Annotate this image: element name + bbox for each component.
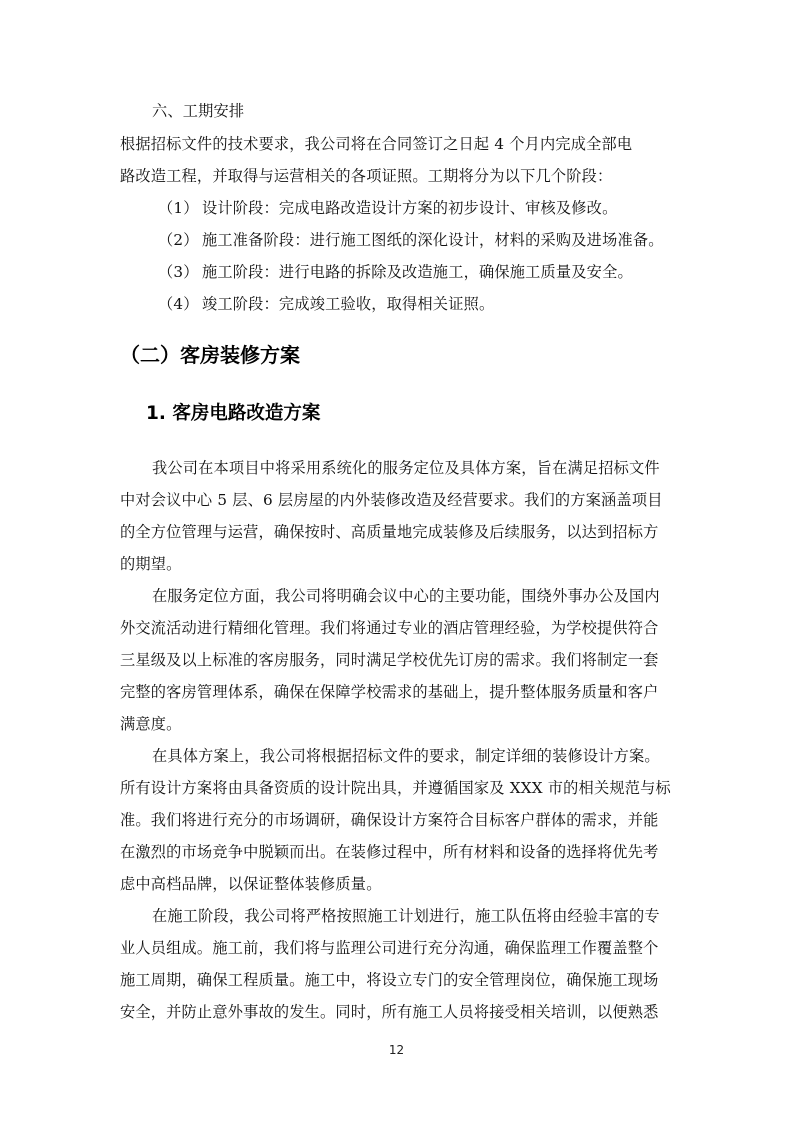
paragraph-2-line-5: 满意度。 [120,715,182,733]
phase-4-text: 竣工阶段：完成竣工验收，取得相关证照。 [202,295,495,313]
paragraph-3-line-3: 准。我们将进行充分的市场调研，确保设计方案符合目标客户群体的需求，并能 [120,811,659,829]
phase-1-number: （1） [158,199,199,217]
paragraph-1-line-1: 我公司在本项目中将采用系统化的服务定位及具体方案，旨在满足招标文件 [152,459,660,477]
phase-2-number: （2） [158,231,199,249]
section-six-intro-line-1: 根据招标文件的技术要求，我公司将在合同签订之日起 4 个月内完成全部电 [120,135,633,153]
paragraph-2-line-1: 在服务定位方面，我公司将明确会议中心的主要功能，围绕外事办公及国内 [152,587,660,605]
phase-1-text: 设计阶段：完成电路改造设计方案的初步设计、审核及修改。 [202,199,618,217]
subsection-heading-room-circuit: 1. 客房电路改造方案 [146,403,321,424]
paragraph-1-line-4: 的期望。 [120,555,182,573]
paragraph-1-line-2: 中对会议中心 5 层、6 层房屋的内外装修改造及经营要求。我们的方案涵盖项目 [120,491,663,509]
paragraph-2-line-3: 三星级及以上标准的客房服务，同时满足学校优先订房的需求。我们将制定一套 [120,651,659,669]
phase-3-text: 施工阶段：进行电路的拆除及改造施工，确保施工质量及安全。 [202,263,633,281]
phase-2-text: 施工准备阶段：进行施工图纸的深化设计，材料的采购及进场准备。 [202,231,664,249]
paragraph-4-line-2: 业人员组成。施工前，我们将与监理公司进行充分沟通，确保监理工作覆盖整个 [120,939,659,957]
page-number: 12 [388,1043,405,1057]
paragraph-3-line-2: 所有设计方案将由具备资质的设计院出具，并遵循国家及 XXX 市的相关规范与标 [120,779,671,797]
paragraph-2-line-2: 外交流活动进行精细化管理。我们将通过专业的酒店管理经验，为学校提供符合 [120,619,659,637]
paragraph-2-line-4: 完整的客房管理体系，确保在保障学校需求的基础上，提升整体服务质量和客户 [120,683,659,701]
phase-3-number: （3） [158,263,199,281]
paragraph-4-line-1: 在施工阶段，我公司将严格按照施工计划进行，施工队伍将由经验丰富的专 [152,907,660,925]
paragraph-3-line-4: 在激烈的市场竞争中脱颖而出。在装修过程中，所有材料和设备的选择将优先考 [120,843,659,861]
section-heading-guest-room-renovation: （二）客房装修方案 [120,343,300,367]
section-six-title: 六、工期安排 [152,102,245,120]
paragraph-4-line-4: 安全，并防止意外事故的发生。同时，所有施工人员将接受相关培训，以便熟悉 [120,1003,659,1021]
section-six-intro-line-2: 路改造工程，并取得与运营相关的各项证照。工期将分为以下几个阶段： [120,167,613,185]
paragraph-3-line-1: 在具体方案上，我公司将根据招标文件的要求，制定详细的装修设计方案。 [152,747,660,765]
paragraph-3-line-5: 虑中高档品牌，以保证整体装修质量。 [120,875,382,893]
paragraph-4-line-3: 施工周期，确保工程质量。施工中，将设立专门的安全管理岗位，确保施工现场 [120,971,659,989]
phase-4-number: （4） [158,295,199,313]
paragraph-1-line-3: 的全方位管理与运营，确保按时、高质量地完成装修及后续服务，以达到招标方 [120,523,659,541]
